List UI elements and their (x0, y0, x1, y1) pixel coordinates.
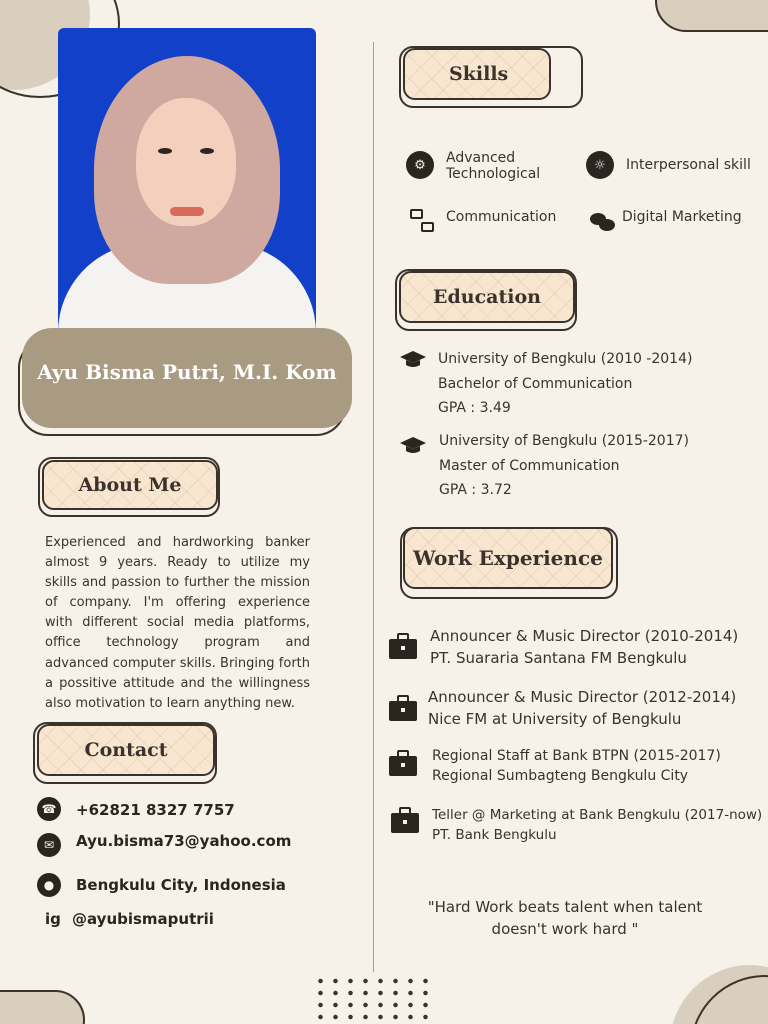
briefcase-icon (388, 749, 418, 777)
phone-icon: ☎ (37, 797, 61, 821)
skill-interpersonal: Interpersonal skill (626, 157, 751, 173)
work-title: Announcer & Music Director (2010-2014) (430, 627, 739, 645)
contact-location: Bengkulu City, Indonesia (76, 876, 286, 894)
decor-pill-bottom-left (0, 990, 85, 1024)
skills-heading-text: Skills (449, 63, 509, 85)
about-text: Experienced and hardworking banker almost 9 years. Ready to utilize my skills and passion to further the mission of company. I'm offering experience with different social media platforms, office technology program and advanced computer skills. Bringing forth a possitive attitude and the willingness also motivation to learn anything new. (45, 535, 310, 711)
work-heading-text: Work Experience (413, 546, 603, 570)
skill-label-line-2: Technological (446, 166, 541, 182)
education-school: University of Bengkulu (2015-2017) (439, 433, 689, 449)
photo-eye-right (200, 148, 214, 154)
instagram-label: ig (45, 910, 61, 928)
education-school: University of Bengkulu (2010 -2014) (438, 351, 693, 367)
about-heading (42, 460, 218, 510)
contact-instagram: @ayubismaputrii (72, 910, 214, 928)
profile-name: Ayu Bisma Putri, M.I. Kom (37, 360, 337, 384)
profile-photo (58, 28, 316, 334)
education-heading (399, 271, 575, 323)
tech-icon: ⚙ (406, 151, 434, 179)
work-title: Announcer & Music Director (2012-2014) (428, 688, 737, 706)
about-heading-text: About Me (78, 474, 182, 496)
skill-digital-marketing: Digital Marketing (622, 209, 742, 225)
education-item-1 (438, 347, 692, 421)
work-title: Teller @ Marketing at Bank Bengkulu (2017-now) (432, 807, 763, 823)
education-heading-text: Education (433, 286, 541, 308)
education-item-2 (439, 429, 689, 503)
work-org: Nice FM at University of Bengkulu (428, 710, 682, 728)
education-degree: Master of Communication (439, 457, 620, 474)
comm-bubble-a (410, 209, 423, 219)
work-item-1 (430, 625, 738, 669)
contact-email: Ayu.bisma73@yahoo.com (76, 832, 292, 850)
contact-heading-text: Contact (84, 739, 168, 761)
contact-heading (37, 724, 215, 776)
briefcase-icon (390, 806, 420, 834)
photo-lips (170, 207, 204, 216)
work-item-2 (428, 686, 736, 730)
work-org: PT. Suararia Santana FM Bengkulu (430, 649, 687, 667)
column-divider (373, 42, 374, 972)
email-icon: ✉ (37, 833, 61, 857)
work-item-3 (432, 746, 721, 786)
comm-bubble-b (421, 222, 434, 232)
work-title: Regional Staff at Bank BTPN (2015-2017) (432, 748, 721, 764)
communication-icon (410, 209, 436, 237)
location-icon: ● (37, 873, 61, 897)
quote-line-1: "Hard Work beats talent when talent (427, 898, 703, 916)
skill-communication: Communication (446, 209, 557, 225)
education-gpa: GPA : 3.49 (438, 400, 511, 416)
skills-heading (403, 48, 551, 100)
chat-bubble-b (599, 219, 615, 231)
decor-dot-grid (313, 975, 438, 1024)
graduation-cap-icon (399, 436, 427, 456)
work-heading (403, 527, 613, 589)
work-org: PT. Bank Bengkulu (432, 827, 557, 843)
skill-label-line-1: Advanced (446, 150, 516, 166)
quote (415, 896, 715, 940)
lightbulb-icon: ☼ (586, 151, 614, 179)
education-gpa: GPA : 3.72 (439, 482, 512, 498)
briefcase-icon (388, 694, 418, 722)
work-org: Regional Sumbagteng Bengkulu City (432, 768, 689, 784)
graduation-cap-icon (399, 350, 427, 370)
skill-advanced-technological (446, 150, 540, 182)
education-degree: Bachelor of Communication (438, 375, 633, 392)
decor-pill-top-right (655, 0, 768, 32)
work-item-4 (432, 805, 762, 845)
briefcase-icon (388, 632, 418, 660)
quote-line-2: doesn't work hard " (491, 920, 639, 938)
chat-icon (590, 213, 616, 235)
photo-eye-left (158, 148, 172, 154)
contact-phone: +62821 8327 7757 (76, 801, 235, 819)
